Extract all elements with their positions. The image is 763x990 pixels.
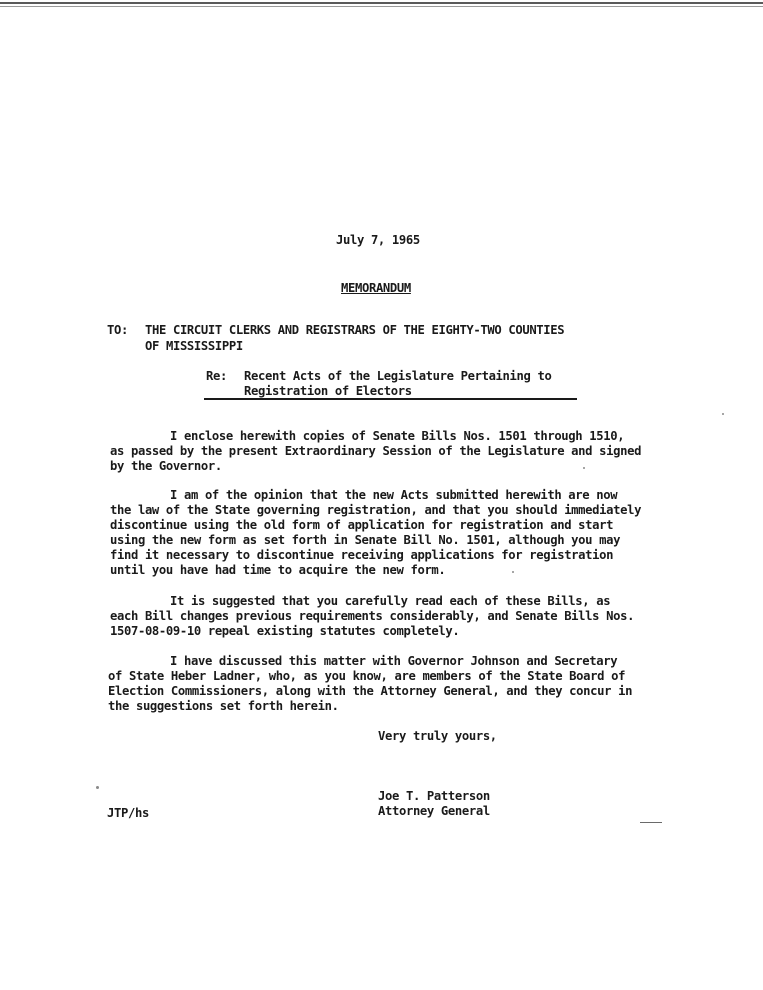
to-line-2: OF MISSISSIPPI	[145, 339, 243, 353]
para4-line-1: I have discussed this matter with Governor Johnson and Secretary	[170, 654, 618, 668]
para3-line-1: It is suggested that you carefully read each of these Bills, as	[170, 594, 611, 608]
para4-line-3: Election Commissioners, along with the Attorney General, and they concur in	[108, 684, 633, 698]
signer-name: Joe T. Patterson	[378, 789, 490, 803]
para1-line-2: as passed by the present Extraordinary Session of the Legislature and signed	[110, 444, 642, 458]
para1-line-1: I enclose herewith copies of Senate Bills Nos. 1501 through 1510,	[170, 429, 625, 443]
para2-line-6: until you have had time to acquire the new form.	[110, 563, 446, 577]
scan-speck	[722, 413, 724, 415]
typist-initials: JTP/hs	[107, 806, 149, 820]
re-line-2: Registration of Electors	[244, 384, 412, 398]
para2-line-4: using the new form as set forth in Senate Bill No. 1501, although you may	[110, 533, 621, 547]
para4-line-4: the suggestions set forth herein.	[108, 699, 339, 713]
para2-line-2: the law of the State governing registration, and that you should immediately	[110, 503, 642, 517]
re-underline-rule	[204, 398, 577, 400]
memo-date: July 7, 1965	[336, 233, 420, 247]
scan-speck	[640, 822, 662, 823]
scan-speck	[512, 571, 514, 573]
para3-line-3: 1507-08-09-10 repeal existing statutes completely.	[110, 624, 460, 638]
memo-heading: MEMORANDUM	[341, 281, 411, 295]
signer-title: Attorney General	[378, 804, 490, 818]
para1-line-3: by the Governor.	[110, 459, 222, 473]
para3-line-2: each Bill changes previous requirements considerably, and Senate Bills Nos.	[110, 609, 635, 623]
para2-line-5: find it necessary to discontinue receiving applications for registration	[110, 548, 614, 562]
scan-speck	[583, 467, 585, 469]
scan-speck	[96, 786, 99, 789]
para2-line-3: discontinue using the old form of application for registration and start	[110, 518, 614, 532]
to-line-1: THE CIRCUIT CLERKS AND REGISTRARS OF THE EIGHTY-TWO COUNTIES	[145, 323, 565, 337]
to-label: TO:	[107, 323, 128, 337]
para4-line-2: of State Heber Ladner, who, as you know, are members of the State Board of	[108, 669, 626, 683]
re-line-1: Recent Acts of the Legislature Pertaining to	[244, 369, 552, 383]
re-label: Re:	[206, 369, 227, 383]
para2-line-1: I am of the opinion that the new Acts submitted herewith are now	[170, 488, 618, 502]
closing: Very truly yours,	[378, 729, 497, 743]
